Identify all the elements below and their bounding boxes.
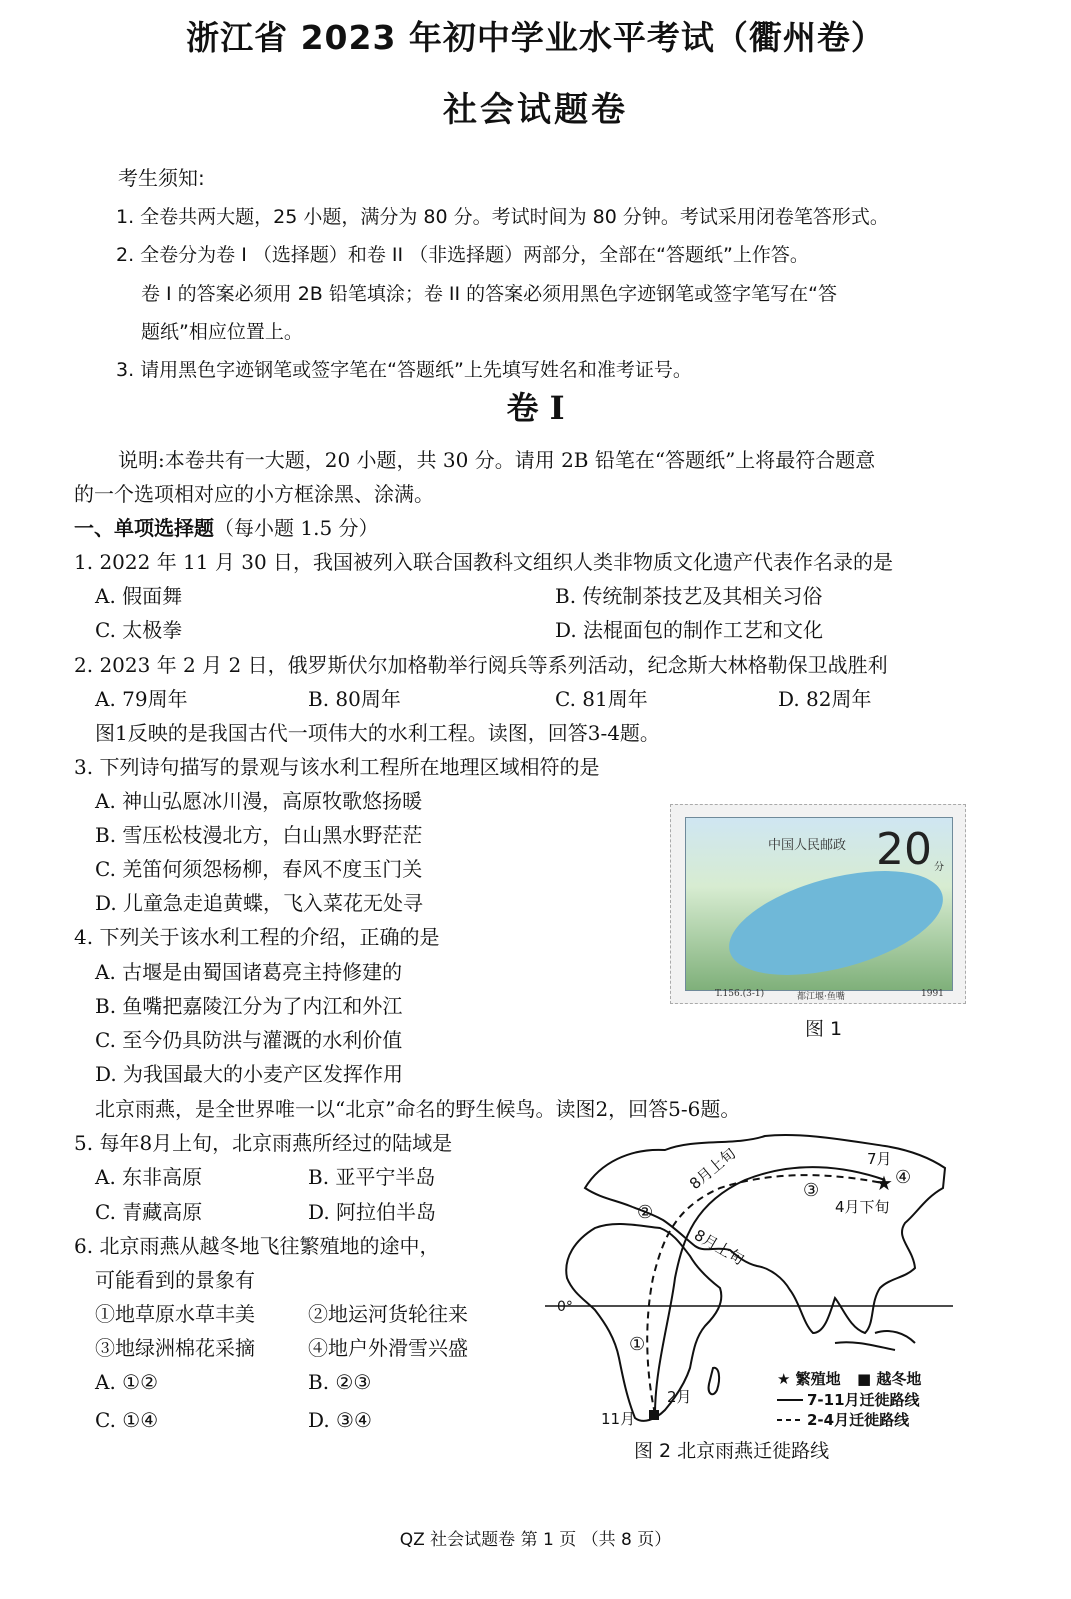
q3-option-c: C. 羌笛何须怨杨柳，春风不度玉门关 <box>95 857 423 881</box>
notice-item-2: 2. 全卷分为卷 I （选择题）和卷 II （非选择题）两部分，全部在“答题纸”上作答。 <box>116 244 809 266</box>
q2-option-b: B. 80周年 <box>308 687 401 711</box>
q4-option-c: C. 至今仍具防洪与灌溉的水利价值 <box>95 1028 403 1052</box>
figure2-caption: 图 2 北京雨燕迁徙路线 <box>634 1440 830 1462</box>
exam-subtitle: 社会试题卷 <box>443 90 628 130</box>
stamp-unit: 分 <box>934 862 944 873</box>
marker-3: ③ <box>803 1180 820 1201</box>
q2-option-d: D. 82周年 <box>778 687 872 711</box>
label-aug-early-north: 8月上旬 <box>686 1144 740 1194</box>
marker-2: ② <box>637 1202 654 1223</box>
label-apr-late: 4月下旬 <box>835 1198 890 1216</box>
stamp-post-text: 中国人民邮政 <box>768 838 847 853</box>
notice-heading: 考生须知: <box>118 166 205 190</box>
label-nov: 11月 <box>601 1410 636 1428</box>
exam-title: 浙江省 2023 年初中学业水平考试（衢州卷） <box>186 18 885 57</box>
q5-option-a: A. 东非高原 <box>95 1165 203 1189</box>
indonesia-outline <box>835 1331 915 1350</box>
q3-option-b: B. 雪压松枝漫北方，白山黑水野茫茫 <box>95 823 423 847</box>
madagascar-outline <box>709 1368 719 1394</box>
q3-option-d: D. 儿童急走追黄蝶，飞入菜花无处寻 <box>95 891 424 915</box>
legend-wintering: ■ 越冬地 <box>857 1370 922 1388</box>
legend-route-2: 2-4月迁徙路线 <box>807 1411 910 1429</box>
q1-option-a: A. 假面舞 <box>95 584 183 608</box>
q1-option-c: C. 太极拳 <box>95 618 183 642</box>
q4-option-a: A. 古堰是由蜀国诸葛亮主持修建的 <box>95 960 403 984</box>
q6-option-d: D. ③④ <box>308 1408 372 1432</box>
africa-outline <box>566 1224 721 1421</box>
figure2-migration-map <box>545 1128 955 1468</box>
part-heading <box>74 512 379 541</box>
stamp-code: T.156.(3-1) <box>715 989 765 999</box>
q1-option-d: D. 法棍面包的制作工艺和文化 <box>555 618 824 642</box>
notice-item-3: 3. 请用黑色字迹钢笔或签字笔在“答题纸”上先填写姓名和准考证号。 <box>116 359 692 381</box>
breeding-star-icon: ★ <box>875 1171 893 1195</box>
q56-intro: 北京雨燕，是全世界唯一以“北京”命名的野生候鸟。读图2，回答5-6题。 <box>95 1097 741 1121</box>
stamp-name: 都江堰·鱼嘴 <box>797 992 845 1002</box>
label-july: 7月 <box>867 1150 892 1168</box>
q6-option-c: C. ①④ <box>95 1408 159 1432</box>
q5-option-b: B. 亚平宁半岛 <box>308 1165 436 1189</box>
legend-route-1: 7-11月迁徙路线 <box>807 1391 920 1409</box>
label-equator: 0° <box>557 1299 573 1315</box>
q2-option-c: C. 81周年 <box>555 687 648 711</box>
q3-stem: 3. 下列诗句描写的景观与该水利工程所在地理区域相符的是 <box>74 755 600 779</box>
notice-item-2-cont2: 题纸”相应位置上。 <box>141 321 303 343</box>
page-footer: QZ 社会试题卷 第 1 页 （共 8 页） <box>399 1530 672 1550</box>
stamp-year: 1991 <box>921 989 944 999</box>
q34-intro: 图1反映的是我国古代一项伟大的水利工程。读图，回答3-4题。 <box>95 721 660 745</box>
section-title: 卷 I <box>506 389 565 427</box>
q5-option-c: C. 青藏高原 <box>95 1200 203 1224</box>
q6-statement-4: ④地户外滑雪兴盛 <box>308 1336 468 1360</box>
legend-breeding: ★ 繁殖地 <box>777 1370 841 1388</box>
part-note: （每小题 1.5 分） <box>214 516 379 540</box>
q5-stem: 5. 每年8月上旬，北京雨燕所经过的陆域是 <box>74 1131 453 1155</box>
q6-stem-cont: 可能看到的景象有 <box>95 1268 255 1292</box>
notice-item-1: 1. 全卷共两大题，25 小题，满分为 80 分。考试时间为 80 分钟。考试采用闭卷笔答形式。 <box>116 206 889 228</box>
q4-stem: 4. 下列关于该水利工程的介绍，正确的是 <box>74 925 440 949</box>
q5-option-d: D. 阿拉伯半岛 <box>308 1200 437 1224</box>
q6-option-b: B. ②③ <box>308 1370 372 1394</box>
label-aug-early-south: 8月上旬 <box>691 1225 748 1269</box>
q6-statement-3: ③地绿洲棉花采摘 <box>95 1336 255 1360</box>
wintering-square-icon <box>649 1410 659 1420</box>
figure1-stamp <box>670 804 966 1004</box>
q2-option-a: A. 79周年 <box>95 687 188 711</box>
q1-option-b: B. 传统制茶技艺及其相关习俗 <box>555 584 823 608</box>
q3-option-a: A. 神山弘愿冰川漫，高原牧歌悠扬暖 <box>95 789 423 813</box>
q1-stem: 1. 2022 年 11 月 30 日，我国被列入联合国教科文组织人类非物质文化遗产代表作名录的是 <box>74 550 894 574</box>
q6-statement-1: ①地草原水草丰美 <box>95 1302 255 1326</box>
marker-1: ① <box>629 1334 646 1355</box>
q4-option-b: B. 鱼嘴把嘉陵江分为了内江和外江 <box>95 994 403 1018</box>
marker-4: ④ <box>895 1167 912 1188</box>
q6-option-a: A. ①② <box>95 1370 159 1394</box>
stamp-value: 20 <box>876 824 932 875</box>
figure1-caption: 图 1 <box>805 1018 843 1040</box>
q6-statement-2: ②地运河货轮往来 <box>308 1302 468 1326</box>
section-instruction-2: 的一个选项相对应的小方框涂黑、涂满。 <box>74 482 434 506</box>
q2-stem: 2. 2023 年 2 月 2 日，俄罗斯伏尔加格勒举行阅兵等系列活动，纪念斯大林格勒保卫战胜利 <box>74 653 888 677</box>
notice-item-2-cont: 卷 I 的答案必须用 2B 铅笔填涂；卷 II 的答案必须用黑色字迹钢笔或签字笔写在“答 <box>141 283 838 305</box>
q4-option-d: D. 为我国最大的小麦产区发挥作用 <box>95 1062 404 1086</box>
label-feb: 2月 <box>667 1388 692 1406</box>
part-label: 一、单项选择题 <box>74 516 214 540</box>
stamp-picture <box>685 817 953 991</box>
q6-stem: 6. 北京雨燕从越冬地飞往繁殖地的途中， <box>74 1234 440 1258</box>
section-instruction-1: 说明:本卷共有一大题，20 小题，共 30 分。请用 2B 铅笔在“答题纸”上将最符合题意 <box>118 448 876 472</box>
